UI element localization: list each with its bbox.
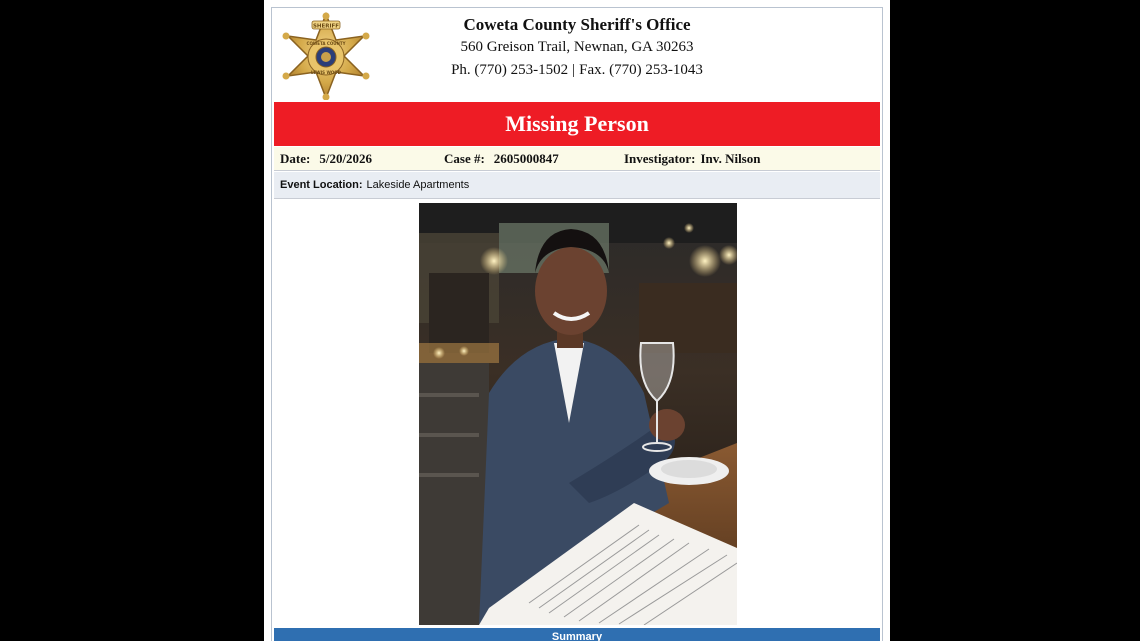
person-photo [419,203,737,625]
event-location-row [274,172,880,199]
investigator-value: Inv. Nilson [700,151,761,166]
case-info-row [274,147,880,171]
contact-separator: | [572,62,576,78]
investigator-label: Investigator: [624,151,696,166]
agency-info [382,14,772,82]
flyer-header [272,8,882,101]
investigator-field [624,147,760,171]
case-value: 2605000847 [493,151,559,166]
sheriff-star-badge-icon [282,12,370,100]
svg-text:SHERIFF: SHERIFF [312,23,340,30]
date-label: Date: [280,151,311,166]
event-location-value: Lakeside Apartments [366,179,470,191]
flyer-frame [271,7,883,641]
agency-name: Coweta County Sheriff's Office [463,15,691,34]
agency-fax: Fax. (770) 253-1043 [579,62,703,78]
summary-section-header: Summary [274,628,880,641]
svg-text:LEWIS WOOD: LEWIS WOOD [311,70,341,75]
event-location-label: Event Location: [280,179,363,191]
date-field [280,147,372,171]
agency-address: 560 Greison Trail, Newnan, GA 30263 [460,39,694,55]
case-label: Case #: [444,151,485,166]
missing-person-flyer [264,0,890,641]
svg-text:COWETA COUNTY: COWETA COUNTY [306,41,346,46]
agency-contact [382,59,772,82]
date-value: 5/20/2026 [319,151,373,166]
case-number-field [444,147,559,171]
flyer-title: Missing Person [274,102,880,146]
agency-phone: Ph. (770) 253-1502 [451,62,569,78]
